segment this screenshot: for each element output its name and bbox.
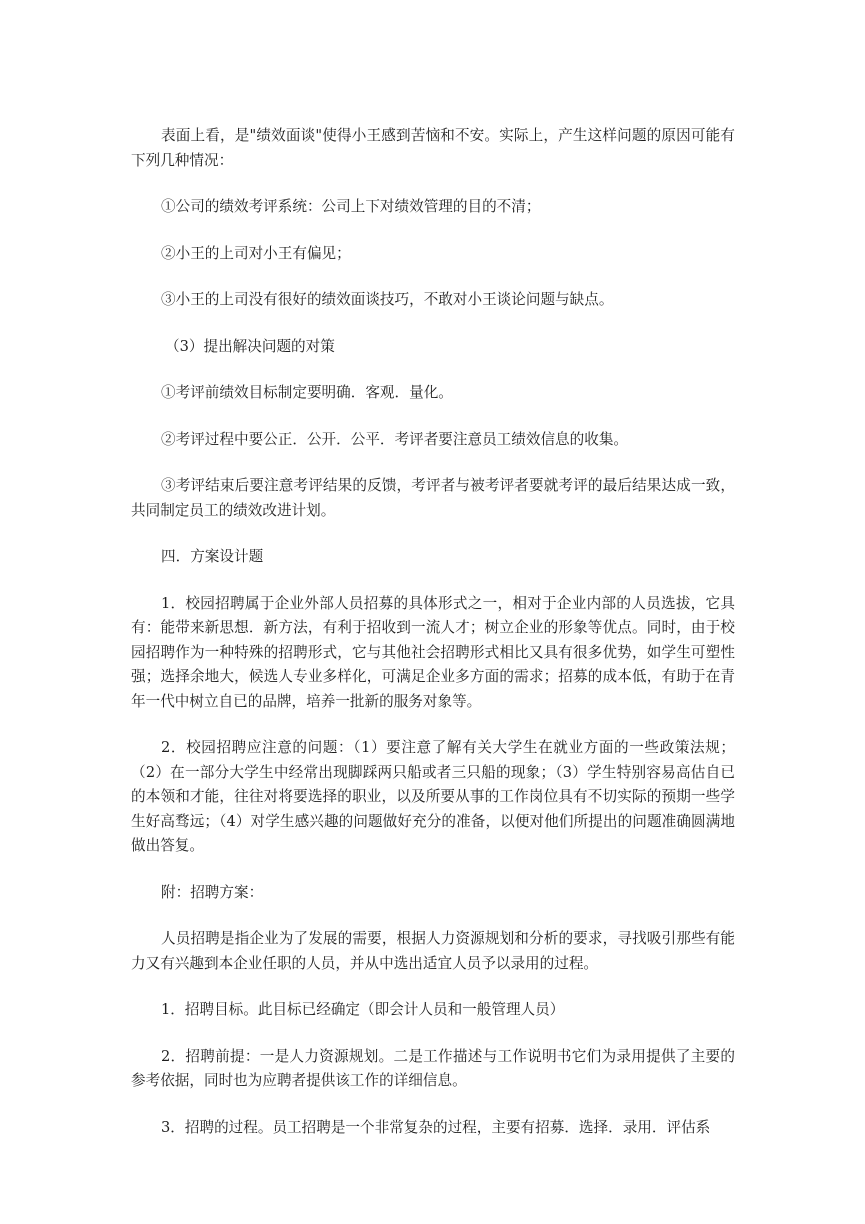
paragraph-recruitment-goal: 1．招聘目标。此目标已经确定（即会计人员和一般管理人员） [161, 1001, 565, 1018]
paragraph-recruitment-premise: 2．招聘前提：一是人力资源规划。二是工作描述与工作说明书它们为录用提供了主要的参考依据，同时也为应聘者提供该工作的详细信息。 [131, 1047, 735, 1089]
paragraph-surface-analysis: 表面上看，是"绩效面谈"使得小王感到苦恼和不安。实际上，产生这样问题的原因可能有下列几种情况： [131, 127, 735, 169]
document-body [131, 124, 735, 1162]
heading-recruitment-plan: 附：招聘方案： [161, 883, 264, 901]
paragraph-reason-3: ③小王的上司没有很好的绩效面谈技巧，不敢对小王谈论问题与缺点。 [161, 291, 614, 308]
paragraph-campus-recruit-advantages: 1．校园招聘属于企业外部人员招募的具体形式之一，相对于企业内部的人员选拔，它具有：能带来新思想．新方法，有利于招收到一流人才；树立企业的形象等优点。同时，由于校园招聘作为一种特殊的招聘形式，它与其他社会招聘形式相比又具有很多优势，如学生可塑性强；选择余地大，候选人专业多样化，可满足企业多方面的需求；招募的成本低，有助于在青年一代中树立自已的品牌，培养一批新的服务对象等。 [131, 594, 735, 710]
section-heading-plan-design: 四．方案设计题 [161, 548, 264, 565]
section-heading-countermeasures: （3）提出解决问题的对策 [165, 337, 335, 355]
paragraph-countermeasure-2: ②考评过程中要公正．公开．公平．考评者要注意员工绩效信息的收集。 [161, 430, 629, 448]
paragraph-recruitment-definition: 人员招聘是指企业为了发展的需要，根据人力资源规划和分析的要求，寻找吸引那些有能力又有兴趣到本企业任职的人员，并从中选出适宜人员予以录用的过程。 [131, 930, 735, 972]
paragraph-campus-recruit-issues: 2．校园招聘应注意的问题：（1）要注意了解有关大学生在就业方面的一些政策法规；（2）在一部分大学生中经常出现脚踩两只船或者三只船的现象；（3）学生特别容易高估自已的本领和才能，往往对将要选择的职业，以及所要从事的工作岗位具有不切实际的预期一些学生好高骛远；（4）对学生感兴趣的问题做好充分的准备，以便对他们所提出的问题准确圆满地做出答复。 [131, 739, 735, 854]
paragraph-countermeasure-3: ③考评结束后要注意考评结果的反馈，考评者与被考评者要就考评的最后结果达成一致，共同制定员工的绩效改进计划。 [131, 477, 735, 519]
paragraph-recruitment-process: 3．招聘的过程。员工招聘是一个非常复杂的过程，主要有招募．选择．录用．评估系 [161, 1118, 711, 1136]
paragraph-countermeasure-1: ①考评前绩效目标制定要明确．客观．量化。 [161, 384, 453, 401]
paragraph-reason-1: ①公司的绩效考评系统：公司上下对绩效管理的目的不清； [161, 198, 541, 215]
paragraph-reason-2: ②小王的上司对小王有偏见； [161, 244, 351, 262]
